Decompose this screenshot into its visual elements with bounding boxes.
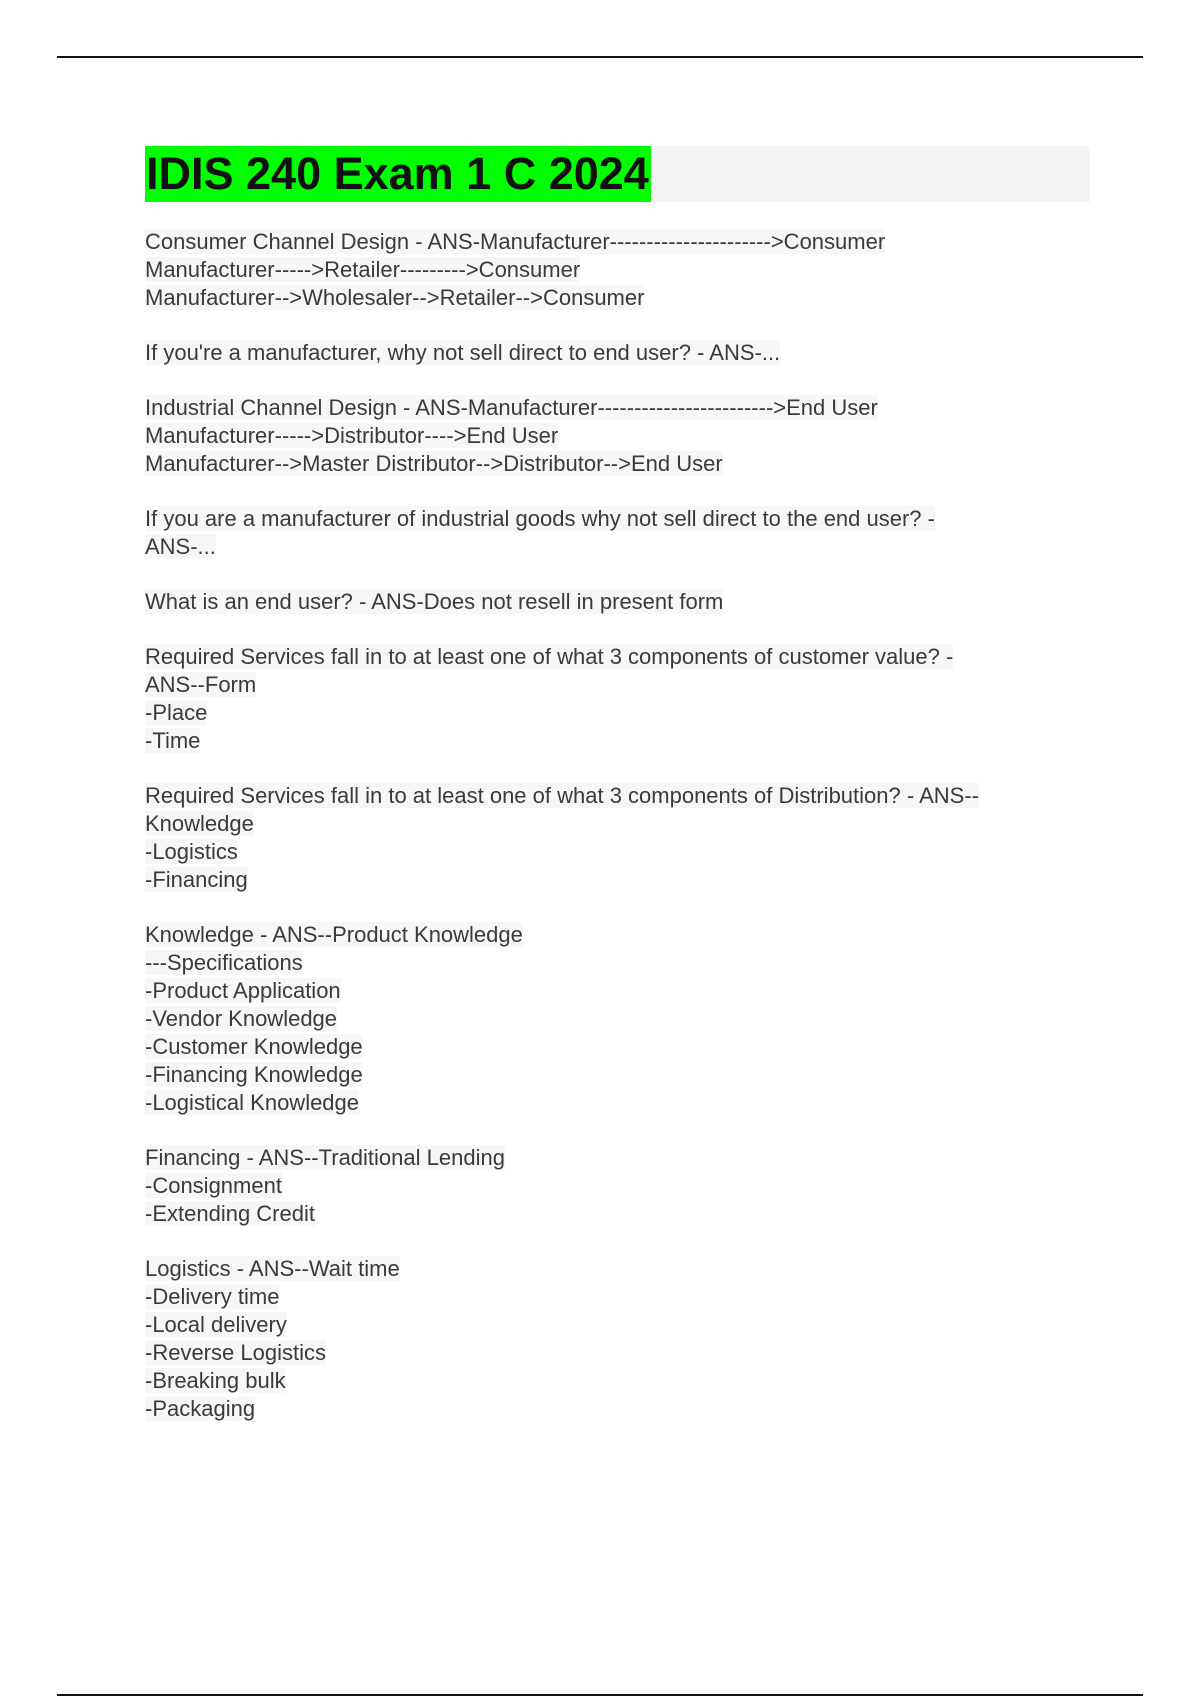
qa-block — [145, 339, 1090, 367]
qa-line-text: -Vendor Knowledge — [145, 1006, 338, 1031]
document-title: IDIS 240 Exam 1 C 2024 — [145, 146, 651, 202]
header-rule — [57, 56, 1143, 58]
qa-line — [145, 1144, 1090, 1172]
qa-line-text: ---Specifications — [145, 950, 303, 975]
qa-line-text: -Place — [145, 700, 208, 725]
qa-line-text: -Breaking bulk — [145, 1368, 286, 1393]
qa-line-text: Industrial Channel Design - ANS-Manufacturer------------------------>End User — [145, 395, 878, 420]
qa-line — [145, 671, 1090, 699]
qa-block — [145, 782, 1090, 894]
qa-line — [145, 1311, 1090, 1339]
qa-line — [145, 1283, 1090, 1311]
qa-line — [145, 284, 1090, 312]
qa-line — [145, 1033, 1090, 1061]
qa-line-text: -Customer Knowledge — [145, 1034, 363, 1059]
qa-line — [145, 727, 1090, 755]
qa-line-text: If you are a manufacturer of industrial goods why not sell direct to the end user? - — [145, 506, 935, 531]
qa-line — [145, 1172, 1090, 1200]
qa-line-text: If you're a manufacturer, why not sell direct to end user? - ANS-... — [145, 340, 781, 365]
qa-line — [145, 1005, 1090, 1033]
qa-block — [145, 228, 1090, 312]
qa-line — [145, 422, 1090, 450]
qa-line — [145, 339, 1090, 367]
document-body — [145, 146, 1090, 1450]
title-bar — [145, 146, 1090, 202]
qa-line — [145, 450, 1090, 478]
qa-line — [145, 1367, 1090, 1395]
qa-line — [145, 1255, 1090, 1283]
qa-line-text: -Time — [145, 728, 201, 753]
qa-list — [145, 228, 1090, 1423]
qa-line-text: Knowledge — [145, 811, 254, 836]
qa-line-text: Required Services fall in to at least one of what 3 components of customer value? - — [145, 644, 954, 669]
qa-block — [145, 1255, 1090, 1423]
qa-line-text: -Financing Knowledge — [145, 1062, 363, 1087]
qa-line-text: -Extending Credit — [145, 1201, 315, 1226]
qa-line — [145, 505, 1090, 533]
footer-rule — [57, 1694, 1143, 1696]
qa-line — [145, 228, 1090, 256]
qa-line-text: -Local delivery — [145, 1312, 287, 1337]
qa-line — [145, 1200, 1090, 1228]
qa-line-text: Financing - ANS--Traditional Lending — [145, 1145, 505, 1170]
qa-line-text: Logistics - ANS--Wait time — [145, 1256, 400, 1281]
qa-line-text: What is an end user? - ANS-Does not resell in present form — [145, 589, 724, 614]
qa-line-text: Manufacturer----->Distributor---->End User — [145, 423, 559, 448]
qa-line-text: Consumer Channel Design - ANS-Manufacturer---------------------->Consumer — [145, 229, 886, 254]
qa-line — [145, 1061, 1090, 1089]
qa-line — [145, 977, 1090, 1005]
qa-line — [145, 533, 1090, 561]
qa-line — [145, 866, 1090, 894]
qa-line-text: -Consignment — [145, 1173, 282, 1198]
qa-line-text: -Reverse Logistics — [145, 1340, 326, 1365]
qa-line — [145, 782, 1090, 810]
qa-line-text: Manufacturer-->Wholesaler-->Retailer-->Consumer — [145, 285, 645, 310]
qa-line-text: ANS--Form — [145, 672, 257, 697]
qa-line-text: Manufacturer-->Master Distributor-->Distributor-->End User — [145, 451, 723, 476]
qa-line — [145, 588, 1090, 616]
qa-line-text: Manufacturer----->Retailer--------->Consumer — [145, 257, 581, 282]
qa-line-text: Required Services fall in to at least one of what 3 components of Distribution? - ANS-- — [145, 783, 979, 808]
qa-line — [145, 1395, 1090, 1423]
qa-block — [145, 505, 1090, 561]
qa-line — [145, 643, 1090, 671]
qa-line-text: -Packaging — [145, 1396, 256, 1421]
qa-line — [145, 1089, 1090, 1117]
qa-block — [145, 1144, 1090, 1228]
qa-line-text: -Delivery time — [145, 1284, 280, 1309]
qa-block — [145, 921, 1090, 1117]
qa-block — [145, 643, 1090, 755]
qa-line — [145, 699, 1090, 727]
qa-line-text: -Financing — [145, 867, 248, 892]
qa-line — [145, 256, 1090, 284]
qa-line — [145, 949, 1090, 977]
qa-block — [145, 394, 1090, 478]
qa-line-text: -Product Application — [145, 978, 341, 1003]
qa-line-text: Knowledge - ANS--Product Knowledge — [145, 922, 523, 947]
qa-block — [145, 588, 1090, 616]
qa-line — [145, 810, 1090, 838]
qa-line-text: -Logistics — [145, 839, 238, 864]
qa-line — [145, 921, 1090, 949]
qa-line — [145, 1339, 1090, 1367]
qa-line-text: ANS-... — [145, 534, 216, 559]
qa-line-text: -Logistical Knowledge — [145, 1090, 360, 1115]
qa-line — [145, 394, 1090, 422]
qa-line — [145, 838, 1090, 866]
